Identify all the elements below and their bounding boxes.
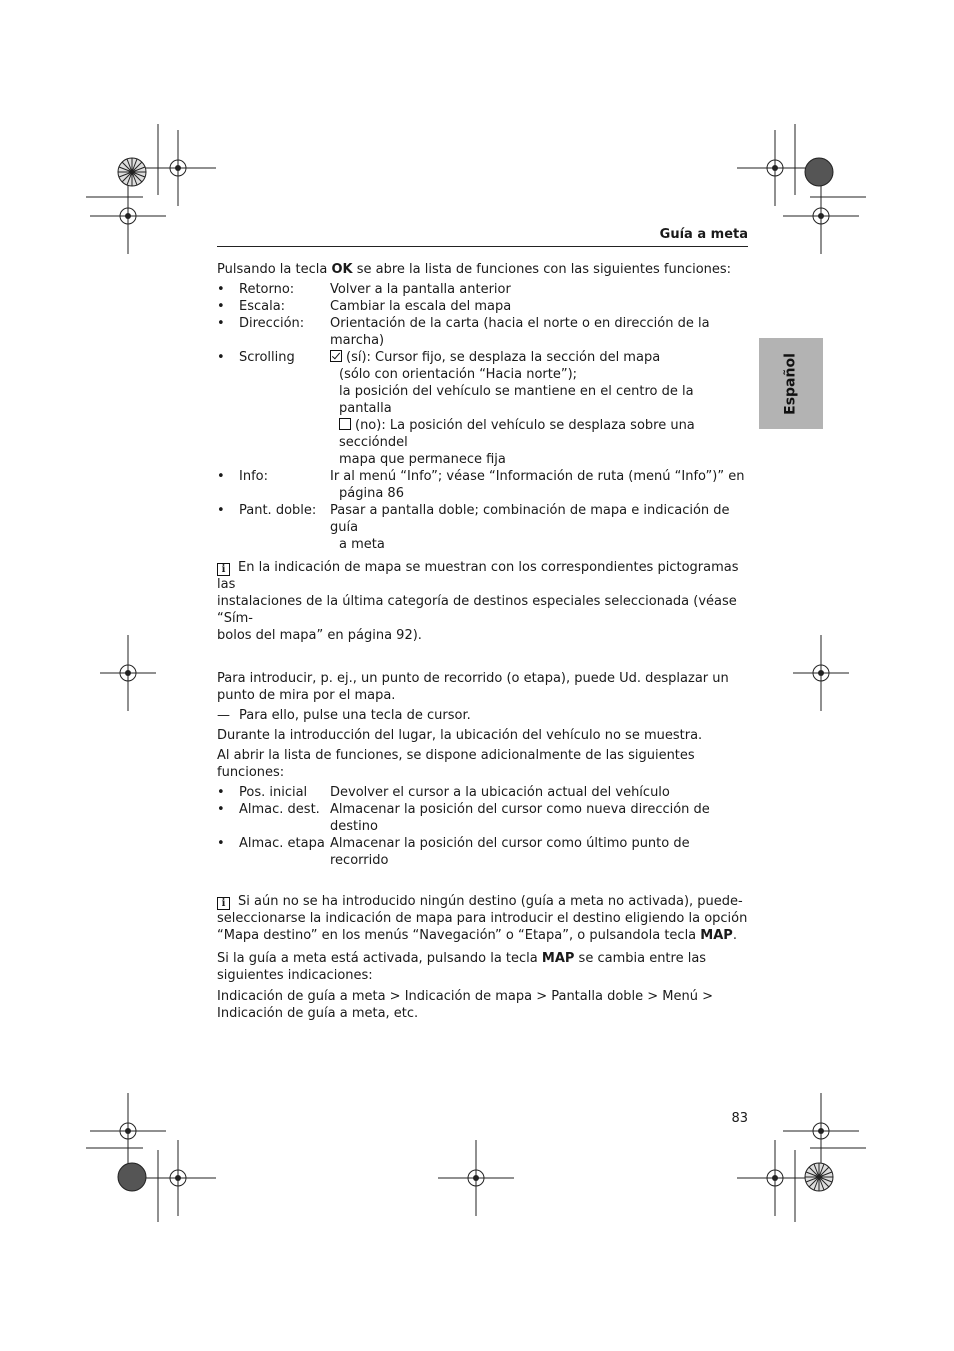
list-item xyxy=(217,835,749,869)
cursor-function-list xyxy=(217,784,749,869)
function-definition: Orientación de la carta (hacia el norte o en dirección de la marcha) xyxy=(330,316,710,348)
note-text-1: Si aún no se ha introducido ningún destino (guía a meta no activada), puede- xyxy=(238,894,743,909)
function-definition: Almacenar la posición del cursor como último punto de recorrido xyxy=(330,836,690,868)
bullet-icon: • xyxy=(217,802,225,817)
intro-paragraph xyxy=(217,261,749,278)
note-text-3: “Mapa destino” en los menús “Navegación” o “Etapa”, o pulsandola tecla xyxy=(217,928,701,943)
toggle-text: Si la guía a meta está activada, pulsando la tecla xyxy=(217,951,542,966)
bullet-icon: • xyxy=(217,836,225,851)
list-item xyxy=(217,298,749,315)
toggle-sequence: Indicación de guía a meta > Indicación de mapa > Pantalla doble > Menú > Indicación de guía a meta, etc. xyxy=(217,989,714,1021)
bullet-icon: • xyxy=(217,469,225,484)
function-term: Dirección: xyxy=(239,316,305,331)
bullet-icon: • xyxy=(217,316,225,331)
note-no-destination xyxy=(217,893,749,944)
bullet-icon: • xyxy=(217,350,225,365)
cursor-step xyxy=(217,707,749,724)
intro-text: Pulsando la tecla xyxy=(217,262,332,277)
scrolling-off-note: mapa que permanece fija xyxy=(339,452,506,467)
scrolling-on-line xyxy=(330,349,749,366)
intro-text-end: se abre la lista de funciones con las siguientes funciones: xyxy=(352,262,732,277)
note-text-3: bolos del mapa” en página 92). xyxy=(217,628,422,643)
scrolling-on-note-2: la posición del vehículo se mantiene en el centro de la pantalla xyxy=(339,384,694,416)
map-key: MAP xyxy=(541,951,575,966)
function-definition: Volver a la pantalla anterior xyxy=(330,282,511,297)
map-key: MAP xyxy=(700,928,733,943)
function-definition-cont: página 86 xyxy=(339,486,404,501)
scrolling-on-text: (sí): Cursor fijo, se desplaza la sección del mapa xyxy=(346,350,661,365)
page-number: 83 xyxy=(731,1111,748,1126)
list-item-info xyxy=(217,468,749,502)
function-term: Pant. doble: xyxy=(239,503,317,518)
list-item-scrolling xyxy=(217,349,749,468)
function-definition: Almacenar la posición del cursor como nueva dirección de destino xyxy=(330,802,710,834)
dash-icon: — xyxy=(217,708,230,723)
info-icon: i xyxy=(217,563,230,576)
function-term: Escala: xyxy=(239,299,286,314)
note-text-2: instalaciones de la última categoría de destinos especiales seleccionada (véase “Sím- xyxy=(217,594,737,626)
note-map-pictograms xyxy=(217,559,749,644)
header-divider xyxy=(217,246,748,247)
language-tab-label: Español xyxy=(782,352,799,415)
cursor-paragraph-2: Durante la introducción del lugar, la ubicación del vehículo no se muestra. xyxy=(217,728,703,743)
cursor-step-text: Para ello, pulse una tecla de cursor. xyxy=(239,708,471,723)
ok-key: OK xyxy=(331,262,353,277)
list-item xyxy=(217,784,749,801)
bullet-icon: • xyxy=(217,299,225,314)
function-term: Almac. dest. xyxy=(239,802,320,817)
function-definition: Pasar a pantalla doble; combinación de mapa e indicación de guía xyxy=(330,503,730,535)
note-text-end: . xyxy=(732,928,737,943)
function-list xyxy=(217,281,749,553)
list-item xyxy=(217,315,749,349)
function-definition: Ir al menú “Info”; véase “Información de ruta (menú “Info”)” en xyxy=(330,469,745,484)
info-icon: i xyxy=(217,897,230,910)
function-term: Info: xyxy=(239,469,268,484)
note-text-2: seleccionarse la indicación de mapa para introducir el destino eligiendo la opción xyxy=(217,911,748,926)
cursor-paragraph-3: Al abrir la lista de funciones, se dispone adicionalmente de las siguientes funciones: xyxy=(217,748,695,780)
page-content xyxy=(217,261,749,1025)
scrolling-off-line xyxy=(330,417,749,451)
language-tab xyxy=(759,338,823,429)
function-term: Retorno: xyxy=(239,282,295,297)
toggle-paragraph xyxy=(217,950,749,984)
running-header-title: Guía a meta xyxy=(659,227,748,242)
function-definition-cont: a meta xyxy=(339,537,385,552)
checked-checkbox-icon xyxy=(330,350,342,362)
function-term: Scrolling xyxy=(239,350,295,365)
list-item-dual xyxy=(217,502,749,553)
function-definition: Cambiar la escala del mapa xyxy=(330,299,512,314)
empty-checkbox-icon xyxy=(339,418,351,430)
function-definition: Devolver el cursor a la ubicación actual del vehículo xyxy=(330,785,670,800)
cursor-intro-paragraph: Para introducir, p. ej., un punto de recorrido (o etapa), puede Ud. desplazar un punto de mira por el mapa. xyxy=(217,671,729,703)
scrolling-off-text: (no): La posición del vehículo se desplaza sobre una seccióndel xyxy=(339,418,695,450)
bullet-icon: • xyxy=(217,503,225,518)
function-term: Pos. inicial xyxy=(239,785,308,800)
note-text-1: En la indicación de mapa se muestran con los correspondientes pictogramas las xyxy=(217,560,739,592)
bullet-icon: • xyxy=(217,282,225,297)
list-item xyxy=(217,801,749,835)
list-item xyxy=(217,281,749,298)
bullet-icon: • xyxy=(217,785,225,800)
toggle-text-end: se cambia entre las siguientes indicaciones: xyxy=(217,951,707,983)
scrolling-on-note: (sólo con orientación “Hacia norte”); xyxy=(339,367,578,382)
function-term: Almac. etapa xyxy=(239,836,325,851)
